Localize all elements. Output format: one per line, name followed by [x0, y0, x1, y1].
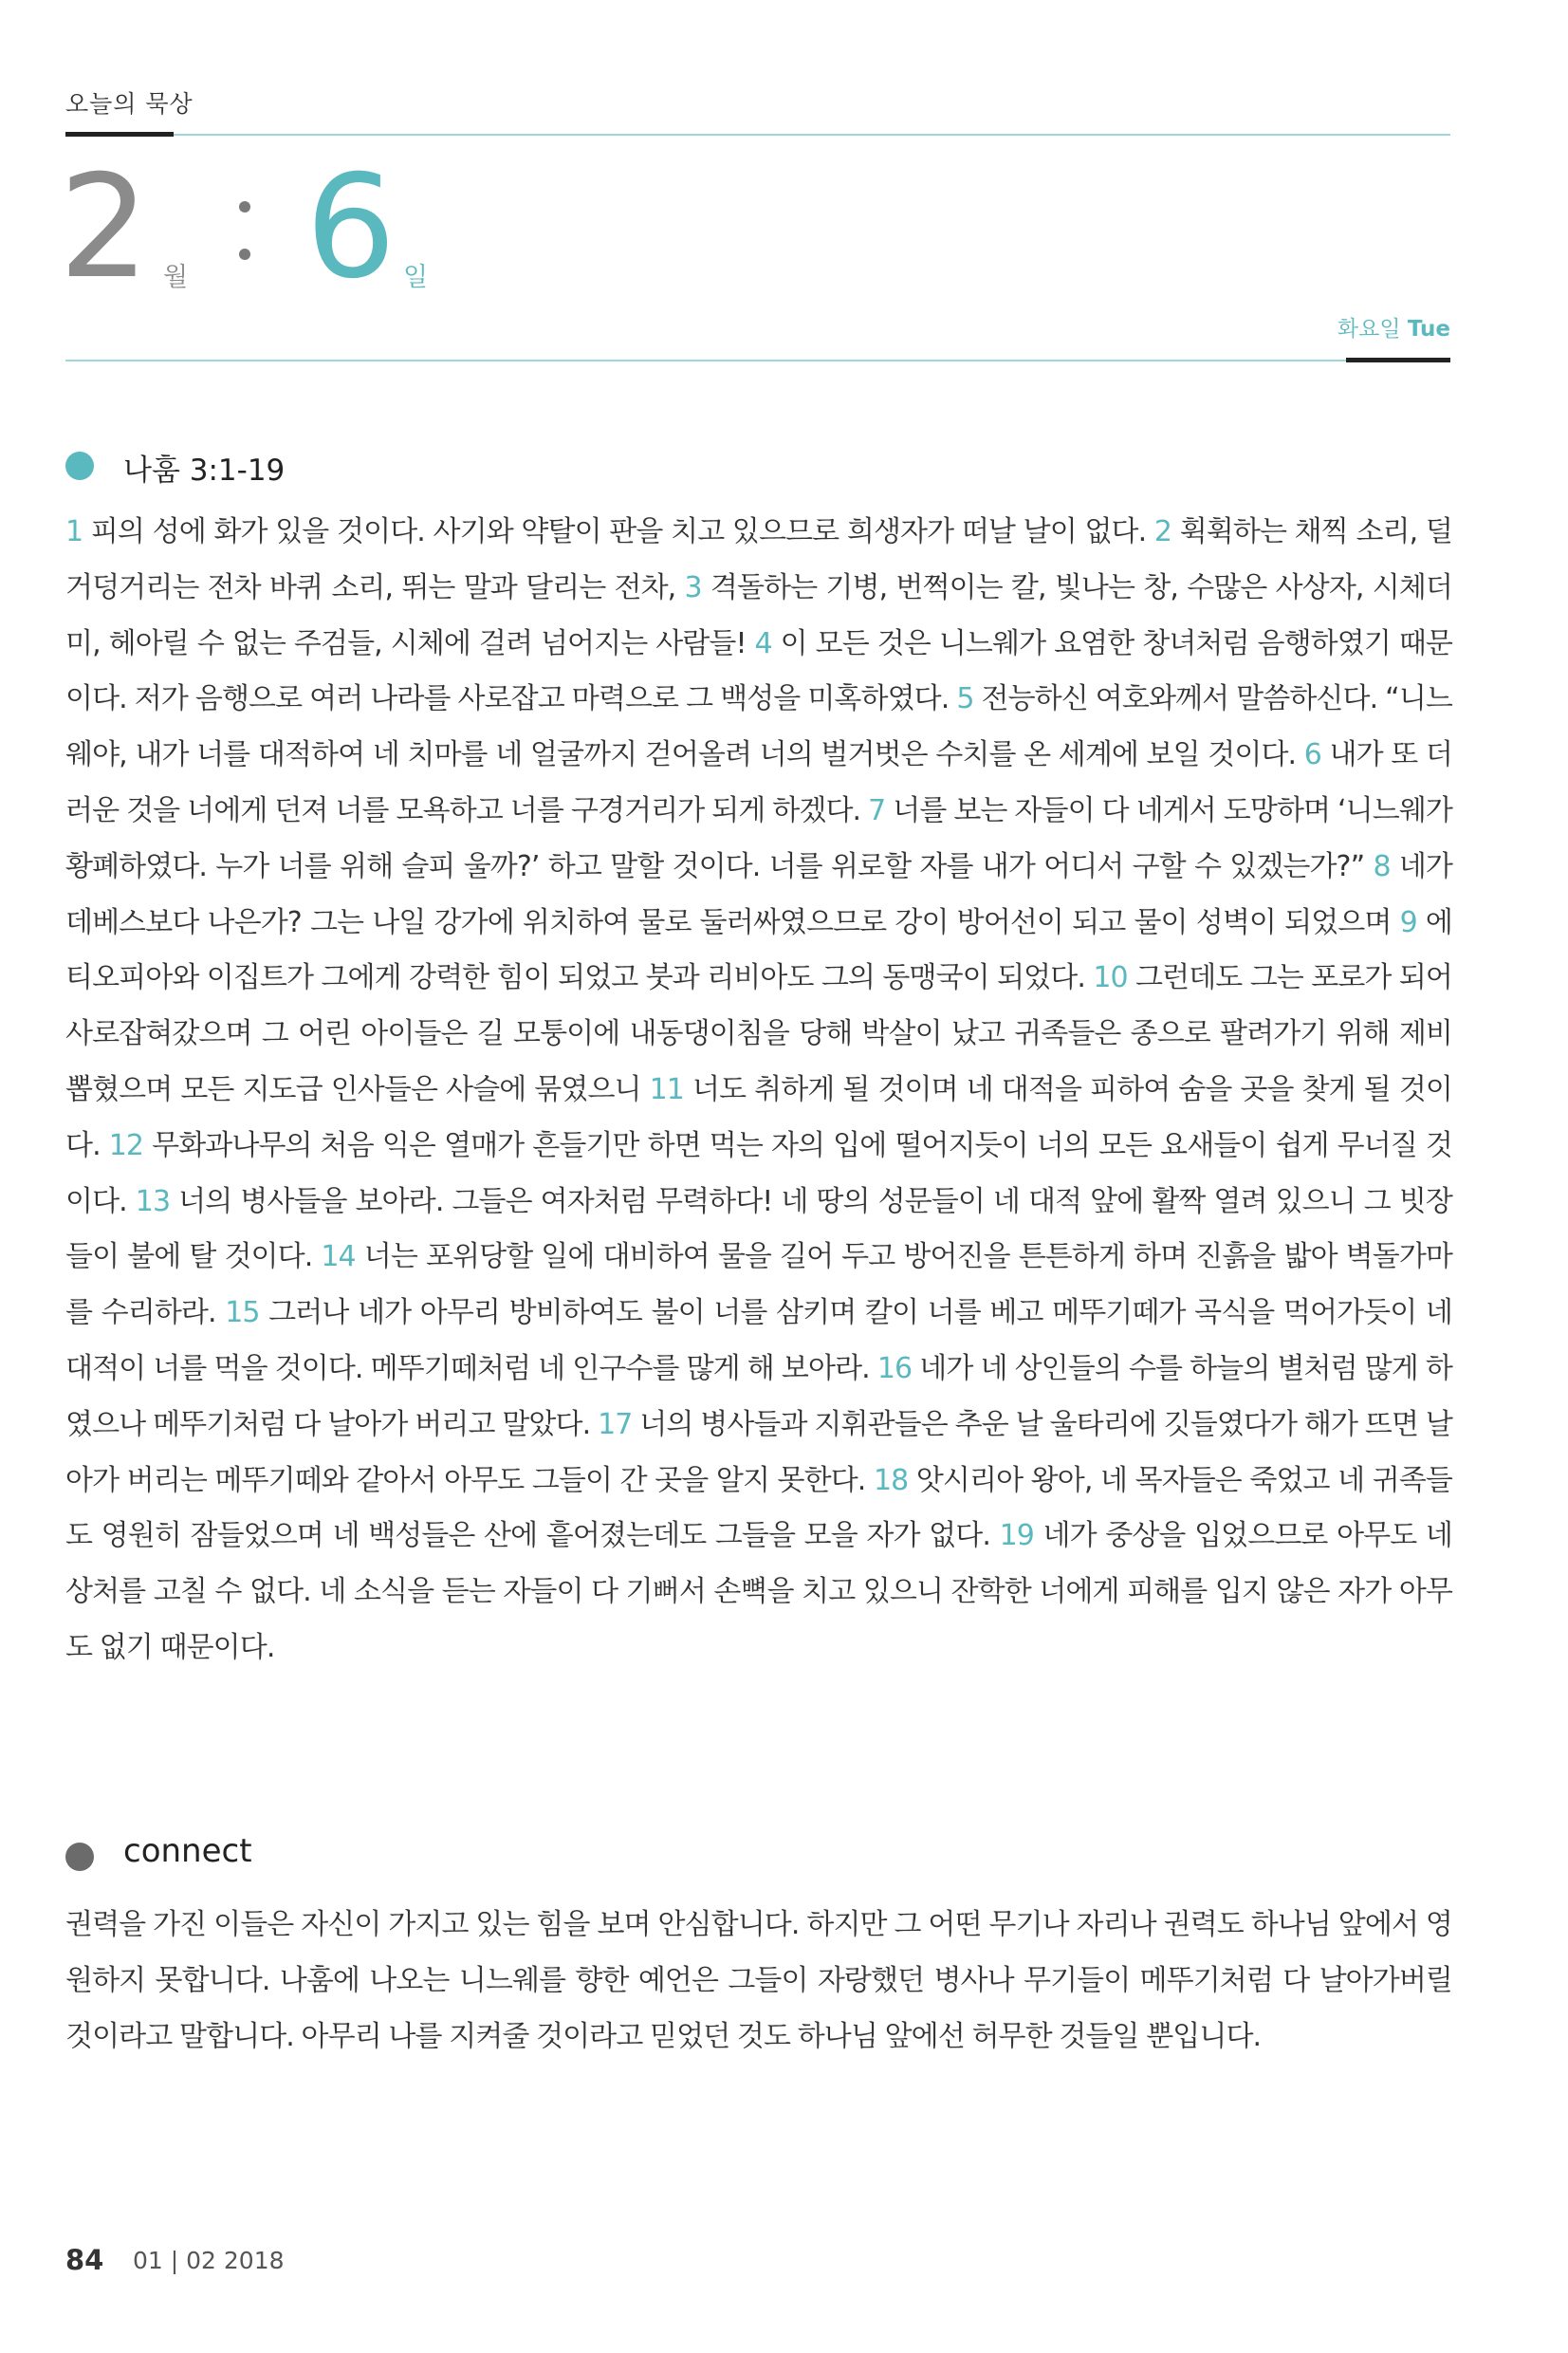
- connect-title: connect: [123, 1832, 252, 1870]
- header-rule-accent: [65, 132, 174, 137]
- verse-text: 너도 취하게 될 것이며 네 대적을 피하여 숨을 곳을 찾게 될 것이다.: [65, 1072, 1452, 1162]
- verse-text: 네가 네 상인들의 수를 하늘의 별처럼 많게 하였으나 메뚜기처럼 다 날아가 버리고 말았다.: [65, 1351, 1453, 1441]
- verse-number: 16: [876, 1351, 913, 1385]
- verse-text: 피의 성에 화가 있을 것이다. 사기와 약탈이 판을 치고 있으므로 희생자가 떠날 날이 없다.: [83, 515, 1154, 548]
- verse-number: 11: [649, 1072, 684, 1106]
- section-label: 오늘의 묵상: [65, 90, 194, 118]
- verse-text: 네가 중상을 입었으므로 아무도 네 상처를 고칠 수 없다. 네 소식을 듣는 자들이 다 기뻐서 손뼉을 치고 있으니 잔학한 너에게 피해를 입지 않은 자가 아무도 없기 때문이다.: [65, 1519, 1452, 1664]
- date-month-unit: 월: [163, 263, 189, 292]
- weekday: [1337, 311, 1450, 343]
- verse-number: 1: [65, 515, 83, 548]
- verse-text: 너의 병사들과 지휘관들은 추운 날 울타리에 깃들였다가 해가 뜨면 날아가 버리는 메뚜기떼와 같아서 아무도 그들이 간 곳을 알지 못한다.: [65, 1407, 1452, 1497]
- verse-number: 12: [108, 1128, 144, 1162]
- issue-date: 01 | 02 2018: [133, 2247, 285, 2274]
- verse-number: 8: [1373, 849, 1391, 883]
- scripture-text: [65, 505, 1452, 1677]
- date-month: 2: [59, 145, 150, 310]
- verse-number: 19: [999, 1519, 1034, 1553]
- date-day-unit: 일: [403, 263, 429, 292]
- connect-bullet-icon: [65, 1843, 94, 1871]
- verse-number: 17: [598, 1407, 633, 1441]
- date-rule-accent: [1346, 358, 1450, 362]
- verse-number: 13: [135, 1184, 171, 1218]
- weekday-en: Tue: [1407, 317, 1450, 342]
- verse-text: 전능하신 여호와께서 말씀하신다. “니느웨야, 내가 너를 대적하여 네 치마를 네 얼굴까지 걷어올려 너의 벌거벗은 수치를 온 세계에 보일 것이다.: [65, 682, 1452, 772]
- verse-number: 10: [1093, 961, 1128, 995]
- passage-reference: 나훔 3:1-19: [123, 454, 286, 488]
- verse-text: 에티오피아와 이집트가 그에게 강력한 힘이 되었고 붓과 리비아도 그의 동맹국이 되었다.: [65, 905, 1453, 995]
- verse-text: 너의 병사들을 보아라. 그들은 여자처럼 무력하다! 네 땅의 성문들이 네 대적 앞에 활짝 열려 있으니 그 빗장들이 불에 탈 것이다.: [65, 1184, 1452, 1274]
- verse-text: 이 모든 것은 니느웨가 요염한 창녀처럼 음행하였기 때문이다. 저가 음행으로 여러 나라를 사로잡고 마력으로 그 백성을 미혹하였다.: [65, 626, 1452, 716]
- verse-text: 내가 또 더러운 것을 너에게 던져 너를 모욕하고 너를 구경거리가 되게 하겠다.: [65, 738, 1452, 827]
- weekday-ko: 화요일: [1337, 317, 1401, 342]
- connect-text: 권력을 가진 이들은 자신이 가지고 있는 힘을 보며 안심합니다. 하지만 그 어떤 무기나 자리나 권력도 하나님 앞에서 영원하지 못합니다. 나훔에 나오는 니느웨를 향한 예언은 그들이 자랑했던 병사나 무기들이 메뚜기처럼 다 날아가버릴 것이라고 말합니다. 아무리 나를 지켜줄 것이라고 믿었던 것도 하나님 앞에선 허무한 것들일 뿐입니다.: [65, 1908, 1452, 2053]
- date-colon-separator: [239, 201, 250, 268]
- verse-number: 3: [684, 570, 702, 604]
- verse-number: 6: [1303, 738, 1321, 772]
- verse-text: 그러나 네가 아무리 방비하여도 불이 너를 삼키며 칼이 너를 베고 메뚜기떼가 곡식을 먹어가듯이 네 대적이 너를 먹을 것이다. 메뚜기떼처럼 네 인구수를 많게 해 보아라.: [65, 1296, 1453, 1385]
- verse-number: 18: [873, 1463, 909, 1497]
- verse-number: 7: [868, 793, 886, 827]
- verse-number: 4: [754, 626, 772, 660]
- verse-text: 무화과나무의 처음 익은 열매가 흔들기만 하면 먹는 자의 입에 떨어지듯이 너의 모든 요새들이 쉽게 무너질 것이다.: [65, 1128, 1452, 1218]
- page-number: 84: [65, 2244, 104, 2276]
- verse-text: 격돌하는 기병, 번쩍이는 칼, 빛나는 창, 수많은 사상자, 시체더미, 헤아릴 수 없는 주검들, 시체에 걸려 넘어지는 사람들!: [65, 570, 1452, 660]
- date-day: 6: [305, 145, 397, 310]
- verse-text: 앗시리아 왕아, 네 목자들은 죽었고 네 귀족들도 영원히 잠들었으며 네 백성들은 산에 흩어졌는데도 그들을 모을 자가 없다.: [65, 1463, 1452, 1553]
- verse-text: 너를 보는 자들이 다 네게서 도망하며 ‘니느웨가 황폐하였다. 누가 너를 위해 슬피 울까?’ 하고 말할 것이다. 너를 위로할 자를 내가 어디서 구할 수 있겠는가?”: [65, 793, 1452, 883]
- verse-number: 9: [1399, 905, 1417, 939]
- header-rule: [65, 134, 1450, 136]
- verse-text: 휙휙하는 채찍 소리, 덜거덩거리는 전차 바퀴 소리, 뛰는 말과 달리는 전차,: [65, 515, 1452, 604]
- verse-text: 너는 포위당할 일에 대비하여 물을 길어 두고 방어진을 튼튼하게 하며 진흙을 밟아 벽돌가마를 수리하라.: [65, 1240, 1452, 1330]
- verse-number: 15: [225, 1296, 260, 1330]
- verse-number: 5: [956, 682, 974, 716]
- verse-text: 그런데도 그는 포로가 되어 사로잡혀갔으며 그 어린 아이들은 길 모퉁이에 내동댕이침을 당해 박살이 났고 귀족들은 종으로 팔려가기 위해 제비 뽑혔으며 모든 지도급 인사들은 사슬에 묶였으니: [65, 961, 1452, 1106]
- passage-bullet-icon: [65, 452, 94, 480]
- verse-text: 네가 데베스보다 나은가? 그는 나일 강가에 위치하여 물로 둘러싸였으므로 강이 방어선이 되고 물이 성벽이 되었으며: [65, 849, 1452, 939]
- date-rule: [65, 360, 1450, 361]
- verse-number: 14: [321, 1240, 356, 1274]
- verse-number: 2: [1153, 515, 1172, 548]
